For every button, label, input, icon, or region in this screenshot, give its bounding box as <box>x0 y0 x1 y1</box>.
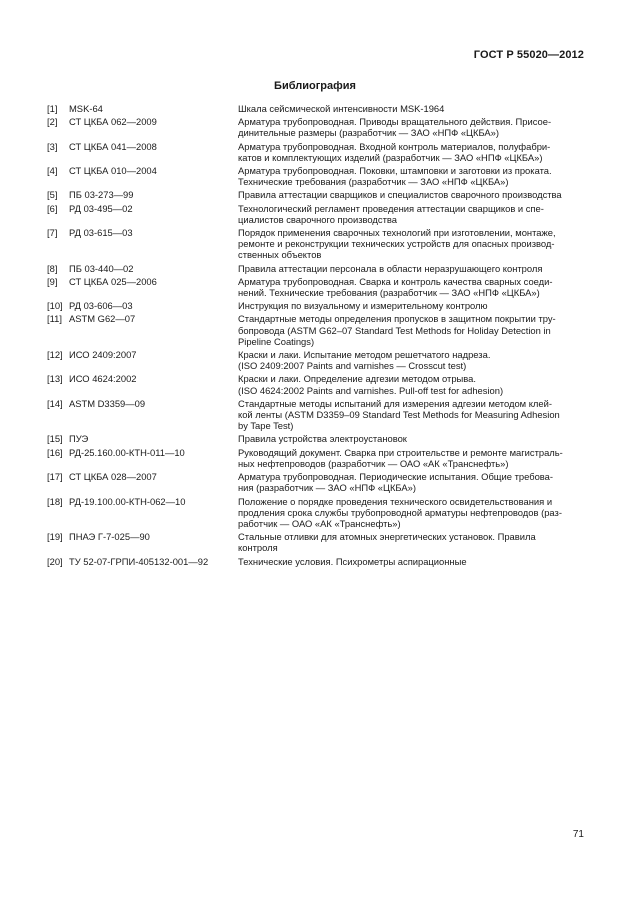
entry-description-line: бопровода (ASTM G62–07 Standard Test Methods for Holiday Detection in <box>238 324 551 336</box>
entry-number: [8] <box>47 262 58 274</box>
entry-description <box>238 276 587 298</box>
entry-description <box>238 141 587 163</box>
entry-code: РД-19.100.00-КТН-062—10 <box>69 495 186 507</box>
entry-description-line: ния (разработчик — ЗАО «НПФ «ЦКБА») <box>238 482 416 494</box>
entry-description-line: Арматура трубопроводная. Входной контроль материалов, полуфабри- <box>238 140 551 152</box>
bibliography-entry <box>47 556 587 567</box>
entry-description <box>238 373 587 395</box>
entry-number: [17] <box>47 471 63 483</box>
entry-description <box>238 116 587 138</box>
entry-number: [18] <box>47 495 63 507</box>
entry-number: [20] <box>47 555 63 567</box>
bibliography-entry <box>47 373 587 395</box>
entry-description-line: ных нефтепроводов (разработчик — ОАО «АК «Транснефть») <box>238 457 509 469</box>
entry-description-line: кой ленты (ASTM D3359–09 Standard Test Methods for Measuring Adhesion <box>238 409 560 421</box>
bibliography-entry <box>47 349 587 371</box>
entry-code: РД 03-495—02 <box>69 202 133 214</box>
entry-number: [13] <box>47 373 63 385</box>
entry-description <box>238 447 587 469</box>
entry-code: РД 03-615—03 <box>69 227 133 239</box>
entry-description-line: (ISO 2409:2007 Paints and varnishes — Crosscut test) <box>238 360 467 372</box>
entry-code: СТ ЦКБА 025—2006 <box>69 275 157 287</box>
entry-description <box>238 531 587 553</box>
entry-number: [7] <box>47 227 58 239</box>
bibliography-entry <box>47 103 587 114</box>
entry-number: [16] <box>47 446 63 458</box>
entry-description <box>238 227 587 261</box>
entry-description-line: Правила аттестации сварщиков и специалистов сварочного производства <box>238 189 562 201</box>
entry-description <box>238 398 587 432</box>
entry-description-line: Pipeline Coatings) <box>238 335 315 347</box>
entry-description-line: продления срока службы трубопроводной арматуры нефтепроводов (раз- <box>238 506 562 518</box>
entry-description-line: Технические условия. Психрометры аспирационные <box>238 555 467 567</box>
entry-description-line: катов и комплектующих изделий (разработчик — ЗАО «НПФ «ЦКБА») <box>238 151 543 163</box>
bibliography-entry <box>47 276 587 298</box>
entry-number: [10] <box>47 300 63 312</box>
entry-description-line: циалистов сварочного производства <box>238 213 397 225</box>
entry-description-line: Арматура трубопроводная. Сварка и контроль качества сварных соеди- <box>238 275 553 287</box>
entry-description-line: Инструкция по визуальному и измерительному контролю <box>238 300 488 312</box>
entry-description-line: Руководящий документ. Сварка при строительстве и ремонте магистраль- <box>238 446 563 458</box>
entry-code: РД-25.160.00-КТН-011—10 <box>69 446 185 458</box>
entry-number: [15] <box>47 433 63 445</box>
entry-number: [19] <box>47 531 63 543</box>
entry-description-line: Стандартные методы определения пропусков в защитном покрытии тру- <box>238 313 556 325</box>
page-number: 71 <box>572 829 584 840</box>
entry-code: ПБ 03-273—99 <box>69 189 134 201</box>
entry-description-line: динительные размеры (разработчик — ЗАО «НПФ «ЦКБА») <box>238 127 499 139</box>
entry-description-line: Краски и лаки. Испытание методом решетчатого надреза. <box>238 349 491 361</box>
bibliography-entry <box>47 398 587 432</box>
entry-code: MSK-64 <box>69 103 103 114</box>
entry-description-line: Шкала сейсмической интенсивности MSK-1964 <box>238 103 445 114</box>
entry-description-line: Порядок применения сварочных технологий при изготовлении, монтаже, <box>238 227 556 239</box>
entry-description <box>238 313 587 347</box>
bibliography-entry <box>47 433 587 444</box>
bibliography-entry <box>47 203 587 225</box>
entry-description <box>238 471 587 493</box>
entry-description-line: Технологический регламент проведения аттестации сварщиков и спе- <box>238 202 544 214</box>
entry-code: ASTM G62—07 <box>69 313 136 325</box>
entry-description <box>238 263 587 274</box>
bibliography-entry <box>47 300 587 311</box>
entry-description-line: контроля <box>238 542 278 554</box>
entry-code: ИСО 2409:2007 <box>69 349 137 361</box>
entry-description-line: ремонте и реконструкции технических устройств для опасных производ- <box>238 238 555 250</box>
entry-description-line: Краски и лаки. Определение адгезии методом отрыва. <box>238 373 476 385</box>
entry-description-line: Стальные отливки для атомных энергетических установок. Правила <box>238 531 536 543</box>
page-title: Библиография <box>274 80 356 92</box>
entry-code: ТУ 52-07-ГРПИ-405132-001—92 <box>69 555 209 567</box>
entry-description-line: by Tape Test) <box>238 420 294 432</box>
bibliography-list <box>47 103 587 567</box>
bibliography-entry <box>47 496 587 530</box>
document-id: ГОСТ Р 55020—2012 <box>473 49 584 61</box>
entry-description <box>238 203 587 225</box>
entry-description-line: Положение о порядке проведения технического освидетельствования и <box>238 495 553 507</box>
entry-number: [1] <box>47 103 58 114</box>
entry-code: ПНАЭ Г-7-025—90 <box>69 531 150 543</box>
entry-description <box>238 300 587 311</box>
entry-description-line: работчик — ОАО «АК «Транснефть») <box>238 517 401 529</box>
entry-code: РД 03-606—03 <box>69 300 133 312</box>
bibliography-entry <box>47 141 587 163</box>
entry-description-line: ственных объектов <box>238 249 322 261</box>
bibliography-entry <box>47 313 587 347</box>
entry-number: [4] <box>47 165 58 177</box>
entry-description <box>238 433 587 444</box>
entry-description <box>238 103 587 114</box>
entry-number: [14] <box>47 397 63 409</box>
entry-description-line: Технические требования (разработчик — ЗАО «НПФ «ЦКБА») <box>238 176 509 188</box>
bibliography-entry <box>47 531 587 553</box>
entry-description-line: Арматура трубопроводная. Приводы вращательного действия. Присое- <box>238 116 552 128</box>
entry-description <box>238 349 587 371</box>
entry-description <box>238 496 587 530</box>
entry-number: [6] <box>47 202 58 214</box>
bibliography-entry <box>47 227 587 261</box>
entry-description-line: нений. Технические требования (разработчик — ЗАО «НПФ «ЦКБА») <box>238 287 540 299</box>
entry-description-line: Арматура трубопроводная. Поковки, штамповки и заготовки из проката. <box>238 165 552 177</box>
bibliography-entry <box>47 116 587 138</box>
entry-number: [12] <box>47 349 63 361</box>
entry-code: СТ ЦКБА 010—2004 <box>69 165 157 177</box>
entry-number: [11] <box>47 313 62 325</box>
entry-description-line: Арматура трубопроводная. Периодические испытания. Общие требова- <box>238 471 553 483</box>
entry-code: СТ ЦКБА 041—2008 <box>69 140 157 152</box>
bibliography-entry <box>47 447 587 469</box>
entry-code: СТ ЦКБА 062—2009 <box>69 116 157 128</box>
entry-description-line: (ISO 4624:2002 Paints and varnishes. Pull-off test for adhesion) <box>238 384 504 396</box>
entry-description-line: Стандартные методы испытаний для измерения адгезии методом клей- <box>238 397 552 409</box>
entry-code: ИСО 4624:2002 <box>69 373 137 385</box>
entry-number: [5] <box>47 189 58 201</box>
entry-description-line: Правила устройства электроустановок <box>238 433 407 445</box>
entry-code: ASTM D3359—09 <box>69 397 146 409</box>
entry-number: [9] <box>47 275 58 287</box>
entry-code: ПУЭ <box>69 433 89 445</box>
bibliography-entry <box>47 471 587 493</box>
bibliography-entry <box>47 263 587 274</box>
entry-description <box>238 189 587 200</box>
entry-description-line: Правила аттестации персонала в области неразрушающего контроля <box>238 262 543 274</box>
bibliography-entry <box>47 165 587 187</box>
entry-code: ПБ 03-440—02 <box>69 262 134 274</box>
entry-code: СТ ЦКБА 028—2007 <box>69 471 157 483</box>
entry-description <box>238 556 587 567</box>
bibliography-entry <box>47 189 587 200</box>
entry-number: [3] <box>47 140 58 152</box>
entry-number: [2] <box>47 116 58 128</box>
entry-description <box>238 165 587 187</box>
